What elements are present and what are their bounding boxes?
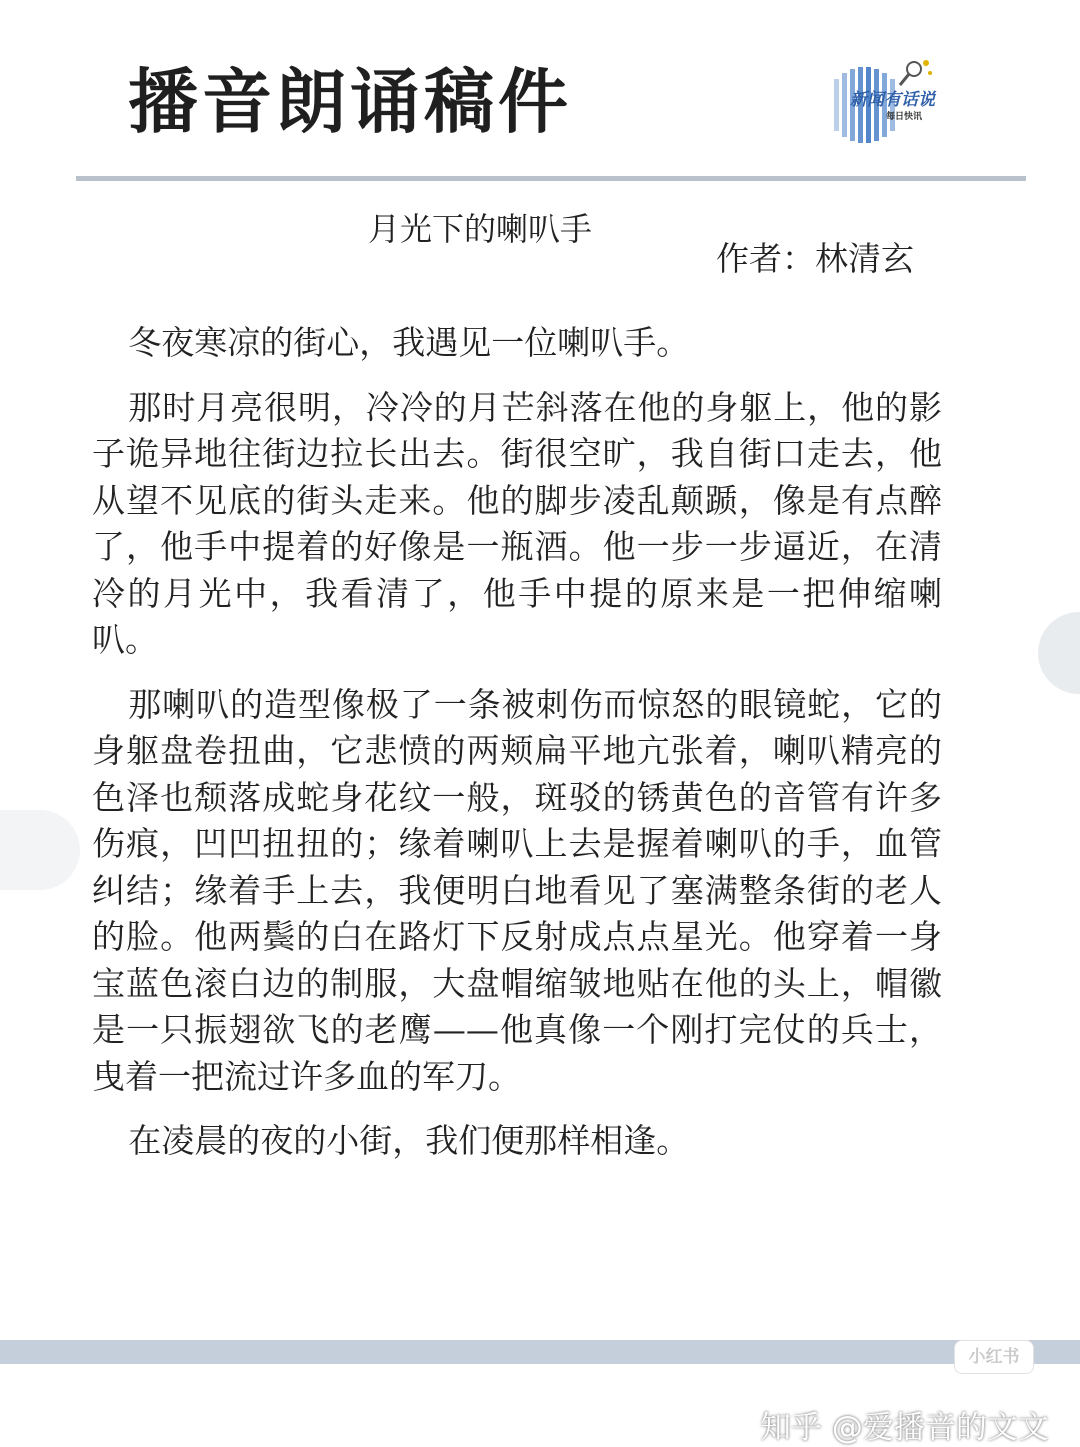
xiaohongshu-watermark-badge: 小红书 bbox=[954, 1340, 1034, 1374]
paragraph: 在凌晨的夜的小街，我们便那样相逢。 bbox=[128, 1121, 690, 1160]
footer-bar bbox=[0, 1340, 1080, 1364]
article-title: 月光下的喇叭手 bbox=[368, 210, 593, 248]
logo-sub-text: 每日快讯 bbox=[886, 112, 923, 122]
paragraph: 冬夜寒凉的街心，我遇见一位喇叭手。 bbox=[128, 323, 690, 362]
zhihu-watermark-text: 知乎 @爱播音的文文 bbox=[760, 1410, 1049, 1446]
article-body bbox=[92, 320, 942, 1183]
page-header-title: 播音朗诵稿件 bbox=[128, 61, 572, 143]
article-author: 作者：林清玄 bbox=[716, 239, 914, 278]
side-scroll-tab[interactable] bbox=[1038, 612, 1080, 694]
paragraph: 那时月亮很明，冷冷的月芒斜落在他的身躯上，他的影子诡异地往街边拉长出去。街很空旷，我自街口走去，他从望不见底的街头走来。他的脚步凌乱颠踬，像是有点醉了，他手中提着的好像是一瓶酒。他一步一步逼近，在清冷的月光中，我看清了，他手中提的原来是一把伸缩喇叭。 bbox=[92, 387, 942, 659]
news-logo bbox=[826, 55, 976, 155]
logo-main-text: 新闻有话说 bbox=[850, 90, 935, 110]
paragraph: 那喇叭的造型像极了一条被刺伤而惊怒的眼镜蛇，它的身躯盘卷扭曲，它悲愤的两颊扁平地亢张着，喇叭精亮的色泽也颓落成蛇身花纹一般，斑驳的锈黄色的音管有许多伤痕，凹凹扭扭的；缘着喇叭上去是握着喇叭的手，血管纠结；缘着手上去，我便明白地看见了塞满整条街的老人的脸。他两鬓的白在路灯下反射成点点星光。他穿着一身宝蓝色滚白边的制服，大盘帽缩皱地贴在他的头上，帽徽是一只振翅欲飞的老鹰——他真像一个刚打完仗的兵士，曳着一把流过许多血的军刀。 bbox=[92, 684, 942, 1096]
header-divider bbox=[76, 176, 1026, 181]
left-edge-shadow bbox=[0, 810, 80, 890]
